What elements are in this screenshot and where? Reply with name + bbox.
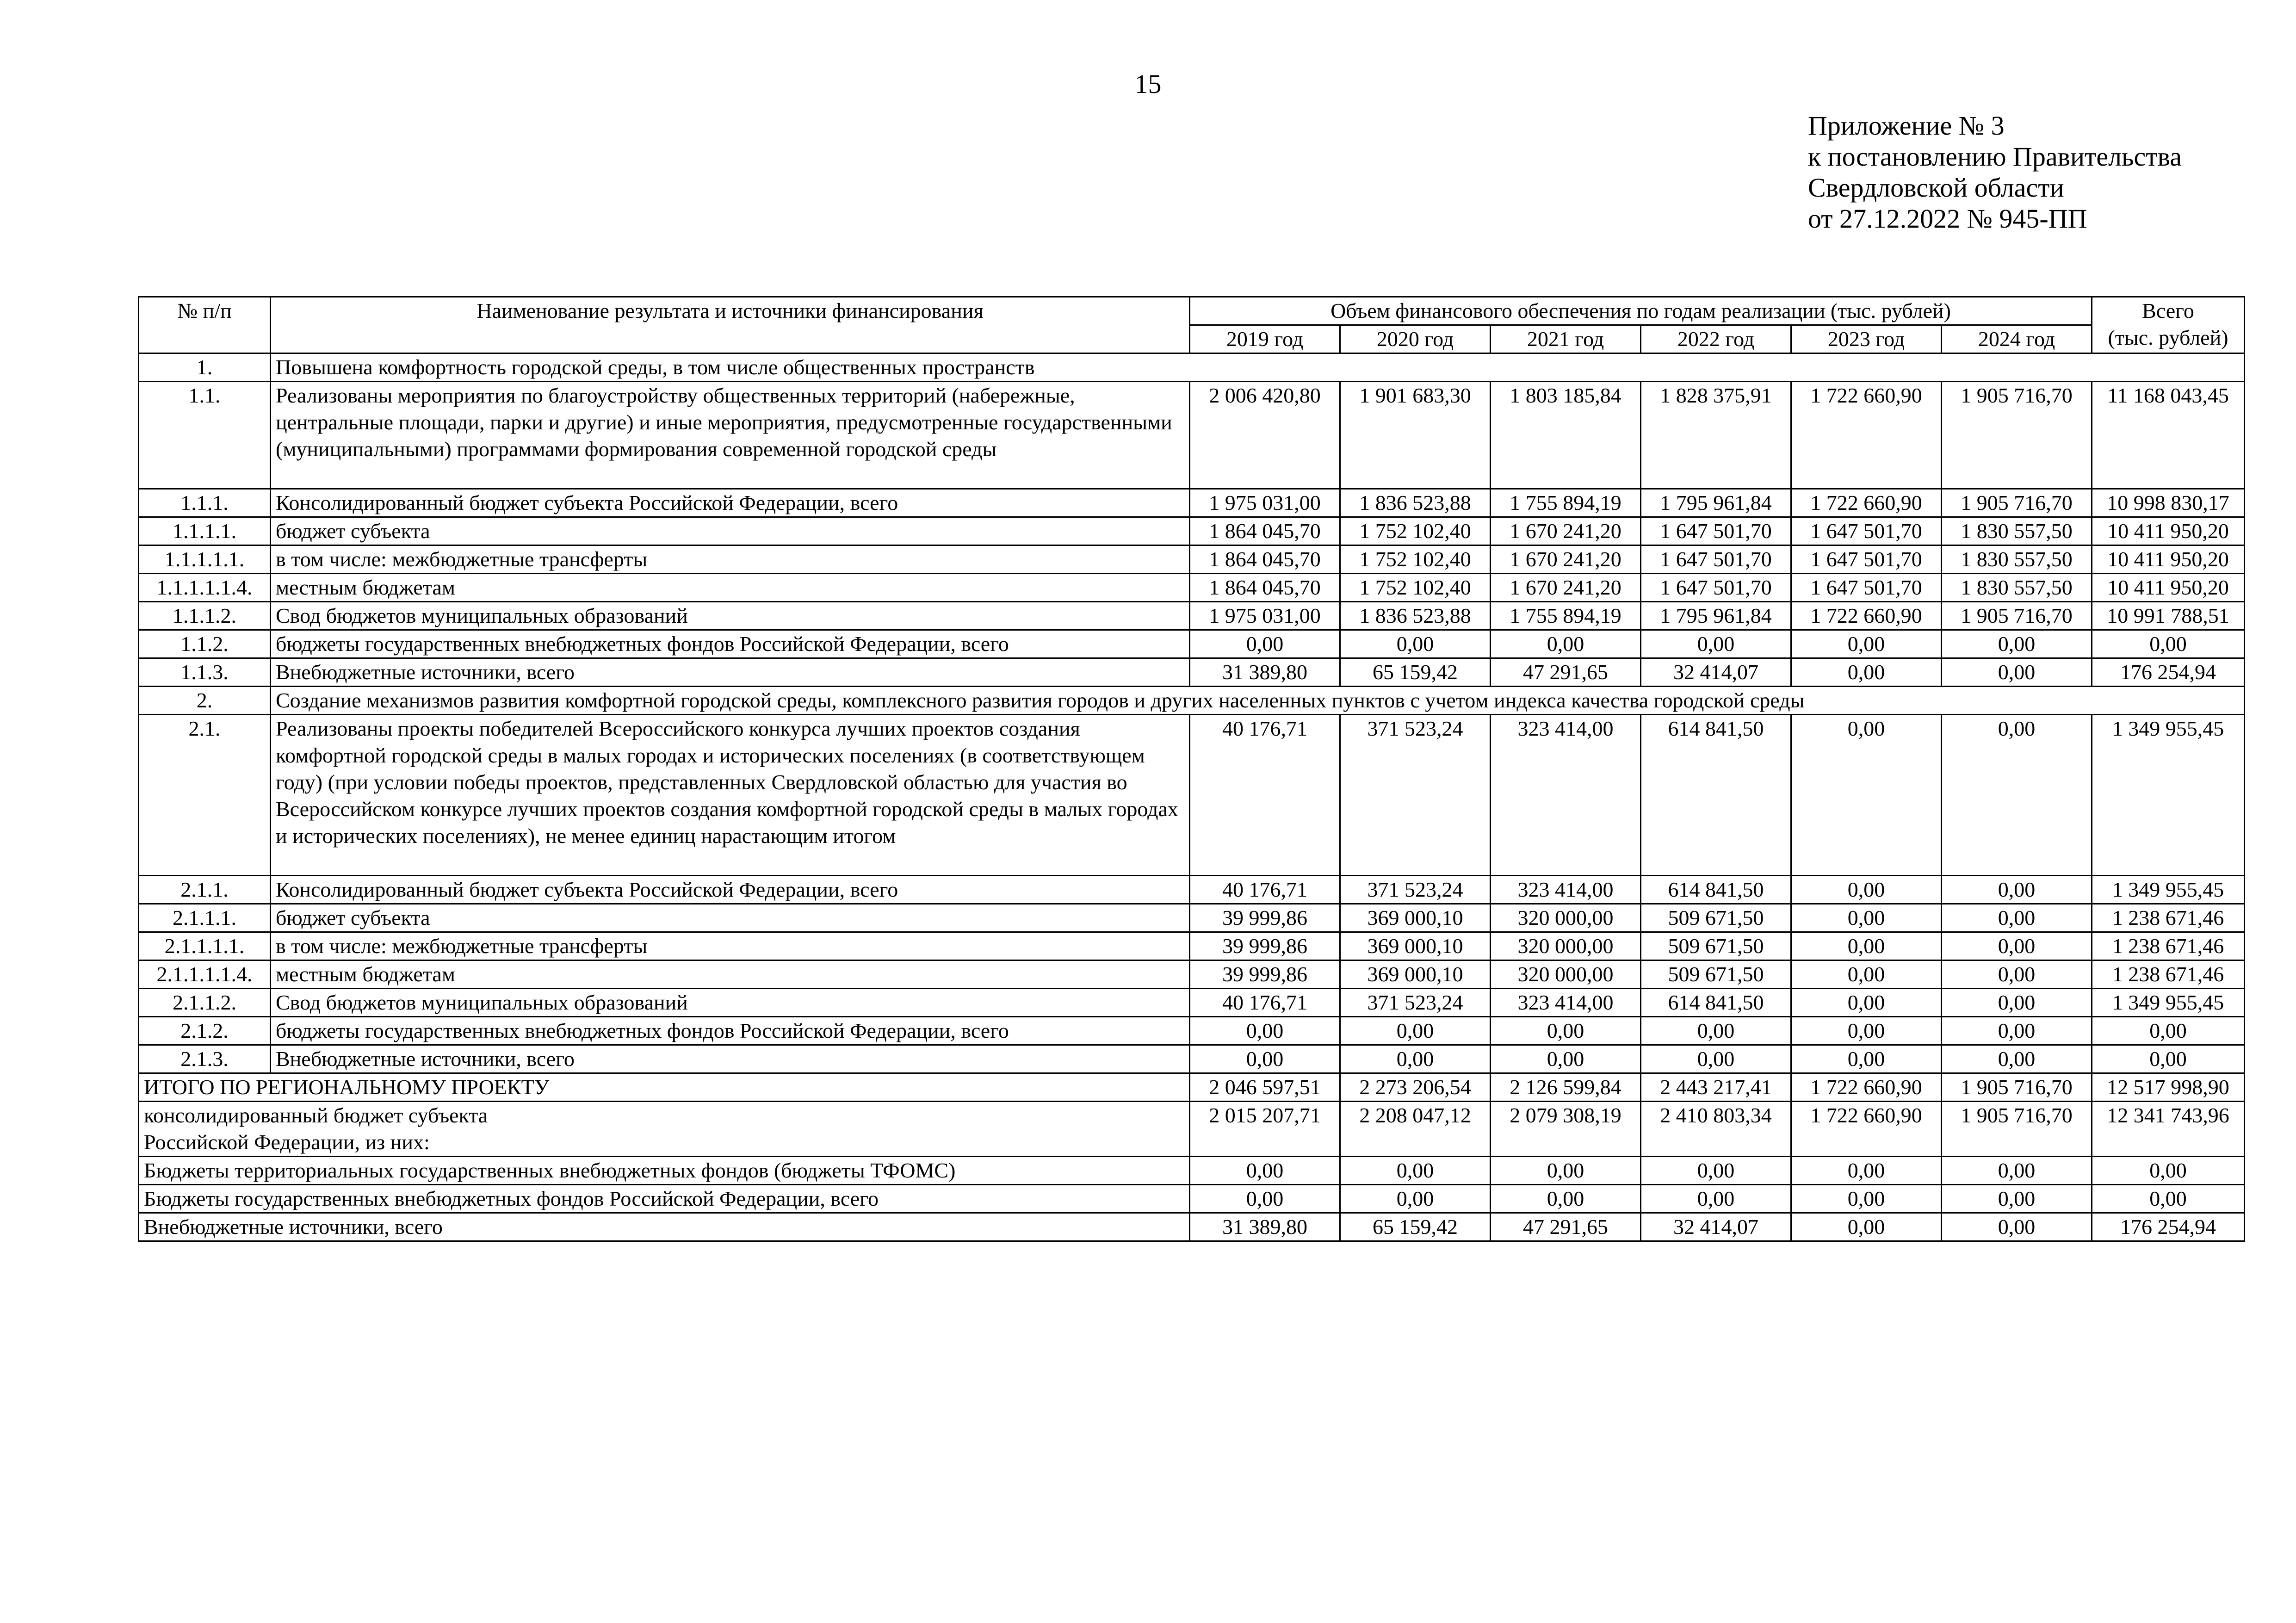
- row-name: Бюджеты территориальных государственных внебюджетных фондов (бюджеты ТФОМС): [139, 1157, 1190, 1185]
- table-row: [139, 715, 2245, 876]
- year-value: 0,00: [1791, 1157, 1942, 1185]
- year-value: 2 126 599,84: [1491, 1073, 1641, 1102]
- year-value: 323 414,00: [1491, 876, 1641, 904]
- financing-table: [138, 296, 2245, 1242]
- year-value: 0,00: [1791, 630, 1942, 658]
- year-value: 0,00: [1641, 630, 1791, 658]
- year-value: 0,00: [1340, 1185, 1491, 1213]
- year-value: 0,00: [1942, 1017, 2092, 1045]
- year-value: 0,00: [1942, 960, 2092, 989]
- year-value: 320 000,00: [1491, 904, 1641, 932]
- year-value: 0,00: [1791, 904, 1942, 932]
- year-value: 1 905 716,70: [1942, 489, 2092, 517]
- year-value: 32 414,07: [1641, 658, 1791, 687]
- year-value: 1 975 031,00: [1190, 602, 1340, 630]
- year-value: 31 389,80: [1190, 1213, 1340, 1241]
- total-row: [139, 1102, 2245, 1157]
- table-row: [139, 517, 2245, 545]
- total-value: 176 254,94: [2092, 1213, 2245, 1241]
- year-value: 1 905 716,70: [1942, 1102, 2092, 1157]
- year-value: 614 841,50: [1641, 876, 1791, 904]
- year-value: 369 000,10: [1340, 904, 1491, 932]
- row-name: [139, 1102, 1190, 1157]
- year-value: 2 079 308,19: [1491, 1102, 1641, 1157]
- year-value: 1 836 523,88: [1340, 489, 1491, 517]
- year-value: 1 722 660,90: [1791, 602, 1942, 630]
- header-year: 2019 год: [1190, 325, 1340, 353]
- total-value: 1 349 955,45: [2092, 989, 2245, 1017]
- year-value: 0,00: [1190, 1045, 1340, 1073]
- year-value: 0,00: [1791, 876, 1942, 904]
- appendix-line: Приложение № 3: [1808, 111, 2005, 141]
- row-name: Консолидированный бюджет субъекта Российской Федерации, всего: [271, 489, 1190, 517]
- year-value: 0,00: [1190, 1185, 1340, 1213]
- year-value: 0,00: [1491, 1017, 1641, 1045]
- year-value: 1 722 660,90: [1791, 1073, 1942, 1102]
- year-value: 1 864 045,70: [1190, 545, 1340, 574]
- row-name: в том числе: межбюджетные трансферты: [271, 545, 1190, 574]
- year-value: 0,00: [1942, 989, 2092, 1017]
- total-value: 10 991 788,51: [2092, 602, 2245, 630]
- row-name: Бюджеты государственных внебюджетных фондов Российской Федерации, всего: [139, 1185, 1190, 1213]
- year-value: 0,00: [1491, 1157, 1641, 1185]
- year-value: 1 752 102,40: [1340, 517, 1491, 545]
- row-number: 1.1.2.: [139, 630, 271, 658]
- row-name: Внебюджетные источники, всего: [271, 1045, 1190, 1073]
- year-value: 323 414,00: [1491, 989, 1641, 1017]
- header-year: 2024 год: [1942, 325, 2092, 353]
- year-value: 65 159,42: [1340, 1213, 1491, 1241]
- year-value: 1 901 683,30: [1340, 382, 1491, 489]
- appendix-line: Свердловской области: [1808, 173, 2064, 203]
- year-value: 1 864 045,70: [1190, 517, 1340, 545]
- year-value: 2 208 047,12: [1340, 1102, 1491, 1157]
- year-value: 509 671,50: [1641, 932, 1791, 960]
- year-value: 1 830 557,50: [1942, 517, 2092, 545]
- row-name: местным бюджетам: [271, 960, 1190, 989]
- total-value: 176 254,94: [2092, 658, 2245, 687]
- row-number: 1.1.3.: [139, 658, 271, 687]
- appendix-header: [1808, 110, 2182, 234]
- row-number: 2.: [139, 687, 271, 715]
- year-value: 509 671,50: [1641, 904, 1791, 932]
- year-value: 614 841,50: [1641, 715, 1791, 876]
- year-value: 1 795 961,84: [1641, 602, 1791, 630]
- year-value: 0,00: [1942, 630, 2092, 658]
- total-value: 10 998 830,17: [2092, 489, 2245, 517]
- row-number: 1.1.1.1.1.: [139, 545, 271, 574]
- year-value: 0,00: [1641, 1017, 1791, 1045]
- year-value: 39 999,86: [1190, 960, 1340, 989]
- year-value: 0,00: [1791, 960, 1942, 989]
- year-value: 65 159,42: [1340, 658, 1491, 687]
- year-value: 1 836 523,88: [1340, 602, 1491, 630]
- row-number: 2.1.: [139, 715, 271, 876]
- header-name: Наименование результата и источники финансирования: [271, 297, 1190, 353]
- row-name-line: консолидированный бюджет субъекта: [144, 1103, 488, 1127]
- row-number: 2.1.1.: [139, 876, 271, 904]
- year-value: 0,00: [1791, 1017, 1942, 1045]
- year-value: 0,00: [1340, 630, 1491, 658]
- row-number: 2.1.1.1.1.4.: [139, 960, 271, 989]
- row-number: 2.1.1.1.: [139, 904, 271, 932]
- row-name: Реализованы мероприятия по благоустройству общественных территорий (набережные, центральные площади, парки и другие) и иные мероприятия, предусмотренные государственными (муниципальными) программами формирования современной городской среды: [271, 382, 1190, 489]
- year-value: 1 647 501,70: [1791, 545, 1942, 574]
- table-row: [139, 545, 2245, 574]
- total-value: 1 238 671,46: [2092, 904, 2245, 932]
- section-title: Создание механизмов развития комфортной городской среды, комплексного развития городов и других населенных пунктов с учетом индекса качества городской среды: [271, 687, 2245, 715]
- header-num: № п/п: [139, 297, 271, 353]
- year-value: 0,00: [1641, 1045, 1791, 1073]
- row-number: 1.1.: [139, 382, 271, 489]
- total-value: 0,00: [2092, 1157, 2245, 1185]
- table-row: [139, 574, 2245, 602]
- year-value: 32 414,07: [1641, 1213, 1791, 1241]
- year-value: 2 015 207,71: [1190, 1102, 1340, 1157]
- year-value: 0,00: [1791, 989, 1942, 1017]
- year-value: 40 176,71: [1190, 876, 1340, 904]
- year-value: 1 670 241,20: [1491, 574, 1641, 602]
- header-year: 2020 год: [1340, 325, 1491, 353]
- total-value: 10 411 950,20: [2092, 517, 2245, 545]
- row-name: Внебюджетные источники, всего: [139, 1213, 1190, 1241]
- year-value: 1 722 660,90: [1791, 382, 1942, 489]
- year-value: 1 722 660,90: [1791, 1102, 1942, 1157]
- total-value: 0,00: [2092, 1185, 2245, 1213]
- year-value: 371 523,24: [1340, 989, 1491, 1017]
- year-value: 1 647 501,70: [1641, 517, 1791, 545]
- row-name: в том числе: межбюджетные трансферты: [271, 932, 1190, 960]
- year-value: 47 291,65: [1491, 658, 1641, 687]
- year-value: 1 905 716,70: [1942, 382, 2092, 489]
- year-value: 0,00: [1491, 630, 1641, 658]
- row-name: бюджеты государственных внебюджетных фондов Российской Федерации, всего: [271, 630, 1190, 658]
- year-value: 1 828 375,91: [1641, 382, 1791, 489]
- year-value: 0,00: [1791, 1213, 1942, 1241]
- row-number: 2.1.2.: [139, 1017, 271, 1045]
- row-number: 1.: [139, 353, 271, 382]
- year-value: 2 006 420,80: [1190, 382, 1340, 489]
- appendix-line: к постановлению Правительства: [1808, 142, 2182, 172]
- year-value: 1 803 185,84: [1491, 382, 1641, 489]
- table-body: [139, 353, 2245, 1241]
- year-value: 0,00: [1942, 932, 2092, 960]
- row-number: 1.1.1.1.1.4.: [139, 574, 271, 602]
- year-value: 1 830 557,50: [1942, 545, 2092, 574]
- year-value: 0,00: [1791, 715, 1942, 876]
- year-value: 369 000,10: [1340, 932, 1491, 960]
- table-row: [139, 382, 2245, 489]
- year-value: 0,00: [1340, 1157, 1491, 1185]
- year-value: 1 752 102,40: [1340, 574, 1491, 602]
- table-row: [139, 989, 2245, 1017]
- year-value: 371 523,24: [1340, 876, 1491, 904]
- year-value: 40 176,71: [1190, 989, 1340, 1017]
- year-value: 0,00: [1942, 1185, 2092, 1213]
- header-year: 2022 год: [1641, 325, 1791, 353]
- header-total-line: Всего: [2142, 299, 2194, 322]
- year-value: 0,00: [1942, 1157, 2092, 1185]
- year-value: 0,00: [1942, 715, 2092, 876]
- year-value: 1 755 894,19: [1491, 489, 1641, 517]
- row-name: Реализованы проекты победителей Всероссийского конкурса лучших проектов создания комфортной городской среды в малых городах и исторических поселениях (в соответствующем году) (при условии победы проектов, представленных Свердловской областью для участия во Всероссийском конкурсе лучших проектов создания комфортной городской среды в малых городах и исторических поселениях), не менее единиц нарастающим итогом: [271, 715, 1190, 876]
- row-name: бюджеты государственных внебюджетных фондов Российской Федерации, всего: [271, 1017, 1190, 1045]
- year-value: 614 841,50: [1641, 989, 1791, 1017]
- year-value: 1 722 660,90: [1791, 489, 1942, 517]
- year-value: 47 291,65: [1491, 1213, 1641, 1241]
- year-value: 320 000,00: [1491, 932, 1641, 960]
- section-row: [139, 687, 2245, 715]
- year-value: 0,00: [1942, 658, 2092, 687]
- total-value: 1 238 671,46: [2092, 932, 2245, 960]
- total-value: 10 411 950,20: [2092, 545, 2245, 574]
- total-row: [139, 1073, 2245, 1102]
- year-value: 320 000,00: [1491, 960, 1641, 989]
- year-value: 1 905 716,70: [1942, 602, 2092, 630]
- year-value: 0,00: [1942, 1213, 2092, 1241]
- year-value: 1 647 501,70: [1641, 574, 1791, 602]
- table-row: [139, 960, 2245, 989]
- year-value: 1 830 557,50: [1942, 574, 2092, 602]
- row-name: ИТОГО ПО РЕГИОНАЛЬНОМУ ПРОЕКТУ: [139, 1073, 1190, 1102]
- year-value: 1 647 501,70: [1641, 545, 1791, 574]
- year-value: 2 443 217,41: [1641, 1073, 1791, 1102]
- year-value: 1 795 961,84: [1641, 489, 1791, 517]
- total-value: 1 349 955,45: [2092, 715, 2245, 876]
- appendix-line: от 27.12.2022 № 945-ПП: [1808, 204, 2087, 234]
- total-row: [139, 1213, 2245, 1241]
- row-name: Консолидированный бюджет субъекта Российской Федерации, всего: [271, 876, 1190, 904]
- total-value: 11 168 043,45: [2092, 382, 2245, 489]
- year-value: 0,00: [1190, 630, 1340, 658]
- year-value: 39 999,86: [1190, 904, 1340, 932]
- year-value: 0,00: [1491, 1185, 1641, 1213]
- table-row: [139, 876, 2245, 904]
- year-value: 0,00: [1190, 1017, 1340, 1045]
- header-total-line: (тыс. рублей): [2108, 326, 2228, 349]
- row-name: Свод бюджетов муниципальных образований: [271, 989, 1190, 1017]
- header-volume: Объем финансового обеспечения по годам реализации (тыс. рублей): [1190, 297, 2092, 325]
- year-value: 0,00: [1190, 1157, 1340, 1185]
- total-value: 12 341 743,96: [2092, 1102, 2245, 1157]
- total-value: 1 349 955,45: [2092, 876, 2245, 904]
- total-value: 10 411 950,20: [2092, 574, 2245, 602]
- total-value: 0,00: [2092, 1045, 2245, 1073]
- row-name: Внебюджетные источники, всего: [271, 658, 1190, 687]
- year-value: 1 975 031,00: [1190, 489, 1340, 517]
- row-name: бюджет субъекта: [271, 517, 1190, 545]
- table-row: [139, 1045, 2245, 1073]
- page-number: 15: [1134, 69, 1162, 99]
- section-title: Повышена комфортность городской среды, в том числе общественных пространств: [271, 353, 2245, 382]
- table-row: [139, 489, 2245, 517]
- year-value: 39 999,86: [1190, 932, 1340, 960]
- year-value: 0,00: [1942, 904, 2092, 932]
- total-value: 0,00: [2092, 630, 2245, 658]
- year-value: 1 864 045,70: [1190, 574, 1340, 602]
- year-value: 1 670 241,20: [1491, 545, 1641, 574]
- year-value: 2 273 206,54: [1340, 1073, 1491, 1102]
- year-value: 371 523,24: [1340, 715, 1491, 876]
- year-value: 0,00: [1791, 1185, 1942, 1213]
- year-value: 0,00: [1791, 658, 1942, 687]
- year-value: 509 671,50: [1641, 960, 1791, 989]
- year-value: 2 410 803,34: [1641, 1102, 1791, 1157]
- year-value: 369 000,10: [1340, 960, 1491, 989]
- year-value: 0,00: [1641, 1185, 1791, 1213]
- year-value: 1 647 501,70: [1791, 517, 1942, 545]
- section-row: [139, 353, 2245, 382]
- year-value: 0,00: [1491, 1045, 1641, 1073]
- row-name: местным бюджетам: [271, 574, 1190, 602]
- row-name-line: Российской Федерации, из них:: [144, 1130, 430, 1154]
- year-value: 0,00: [1340, 1045, 1491, 1073]
- table-row: [139, 630, 2245, 658]
- year-value: 1 755 894,19: [1491, 602, 1641, 630]
- row-number: 1.1.1.: [139, 489, 271, 517]
- row-number: 1.1.1.2.: [139, 602, 271, 630]
- header-year: 2023 год: [1791, 325, 1942, 353]
- year-value: 0,00: [1942, 876, 2092, 904]
- row-number: 2.1.1.1.1.: [139, 932, 271, 960]
- header-total: [2092, 297, 2245, 353]
- year-value: 323 414,00: [1491, 715, 1641, 876]
- total-row: [139, 1185, 2245, 1213]
- row-name: бюджет субъекта: [271, 904, 1190, 932]
- year-value: 40 176,71: [1190, 715, 1340, 876]
- header-row: [139, 297, 2245, 325]
- year-value: 31 389,80: [1190, 658, 1340, 687]
- table-row: [139, 1017, 2245, 1045]
- row-number: 1.1.1.1.: [139, 517, 271, 545]
- year-value: 0,00: [1641, 1157, 1791, 1185]
- year-value: 0,00: [1791, 932, 1942, 960]
- table-row: [139, 904, 2245, 932]
- year-value: 1 752 102,40: [1340, 545, 1491, 574]
- year-value: 1 670 241,20: [1491, 517, 1641, 545]
- total-value: 0,00: [2092, 1017, 2245, 1045]
- year-value: 1 647 501,70: [1791, 574, 1942, 602]
- year-value: 2 046 597,51: [1190, 1073, 1340, 1102]
- row-number: 2.1.3.: [139, 1045, 271, 1073]
- year-value: 0,00: [1791, 1045, 1942, 1073]
- table-row: [139, 658, 2245, 687]
- row-number: 2.1.1.2.: [139, 989, 271, 1017]
- year-value: 0,00: [1942, 1045, 2092, 1073]
- table-row: [139, 932, 2245, 960]
- year-value: 1 905 716,70: [1942, 1073, 2092, 1102]
- header-year: 2021 год: [1491, 325, 1641, 353]
- year-value: 0,00: [1340, 1017, 1491, 1045]
- total-value: 12 517 998,90: [2092, 1073, 2245, 1102]
- table-row: [139, 602, 2245, 630]
- total-row: [139, 1157, 2245, 1185]
- row-name: Свод бюджетов муниципальных образований: [271, 602, 1190, 630]
- total-value: 1 238 671,46: [2092, 960, 2245, 989]
